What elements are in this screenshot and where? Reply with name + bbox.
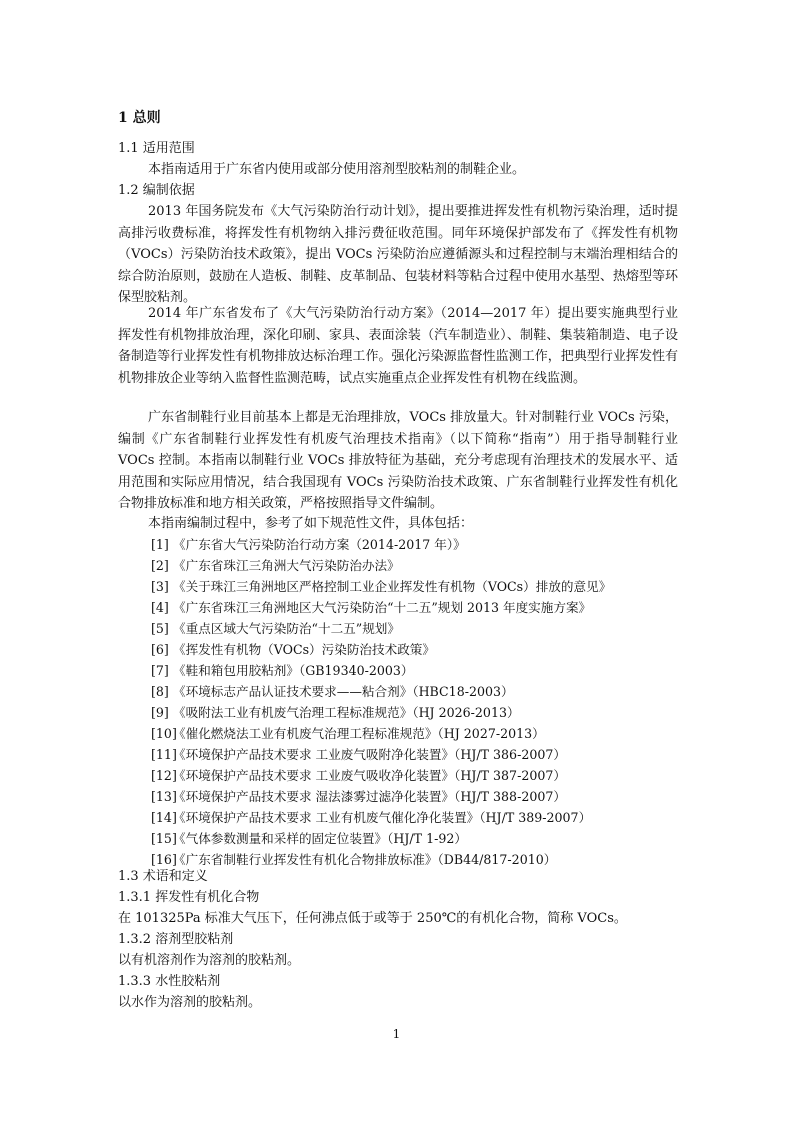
paragraph-text: 2013 年国务院发布《大气污染防治行动计划》，提出要推进挥发性有机物污染治理，适时提高排污收费标准，将挥发性有机物纳入排污费征收范围。同年环境保护部发布了《挥发性有机物（VOCs）污染防治技术政策》，提出 VOCs 污染防治应遵循源头和过程控制与末端治理相结合的综合防治原则，鼓励在人造板、制鞋、皮革制品、包装材料等粘合过程中使用水基型、热熔型等环保型胶粘剂。 — [118, 204, 678, 306]
paragraph-1 — [118, 201, 678, 309]
reference-text: 《环境标志产品认证技术要求——粘合剂》（HBC18-2003） — [173, 684, 514, 699]
term-heading: 1.3.2 溶剂型胶粘剂 — [118, 932, 234, 947]
reference-item — [151, 723, 671, 744]
reference-number: [11] — [151, 747, 177, 762]
reference-item — [151, 807, 671, 828]
reference-text: 《环境保护产品技术要求 工业废气吸收净化装置》（HJ/T 387-2007） — [173, 768, 566, 783]
reference-text: 《气体参数测量和采样的固定位装置》（HJ/T 1-92） — [173, 831, 467, 846]
reference-item — [151, 576, 671, 597]
reference-number: [10] — [151, 726, 177, 741]
paragraph-4 — [118, 513, 678, 535]
reference-text: 《广东省制鞋行业挥发性有机化合物排放标准》（DB44/817-2010） — [173, 852, 557, 867]
reference-text: 《鞋和箱包用胶粘剂》（GB19340-2003） — [173, 663, 414, 678]
section-title: 1 总则 — [118, 110, 161, 126]
paragraph-text: 广东省制鞋行业目前基本上都是无治理排放，VOCs 排放量大。针对制鞋行业 VOCs 污染，编制《广东省制鞋行业挥发性有机废气治理技术指南》（以下简称“指南”）用于指导制鞋行业 VOCs 控制。本指南以制鞋行业 VOCs 排放特征为基础，充分考虑现有治理技术的发展水平、适用范围和实际应用情况，结合我国现有 VOCs 污染防治技术政策、广东省制鞋行业挥发性有机化合物排放标准和地方相关政策，严格按照指导文件编制。 — [118, 410, 678, 512]
reference-item — [151, 639, 671, 660]
reference-number: [6] — [151, 642, 169, 657]
reference-item — [151, 702, 671, 723]
reference-number: [7] — [151, 663, 169, 678]
reference-text: 《环境保护产品技术要求 工业有机废气催化净化装置》（HJ/T 389-2007） — [173, 810, 592, 825]
reference-number: [1] — [151, 537, 169, 552]
reference-text: 《广东省大气污染防治行动方案（2014-2017 年）》 — [173, 537, 466, 552]
heading-1-3: 1.3 术语和定义 — [118, 869, 208, 884]
reference-text: 《环境保护产品技术要求 工业废气吸附净化装置》（HJ/T 386-2007） — [173, 747, 566, 762]
page-number: 1 — [392, 1027, 401, 1041]
reference-text: 《广东省珠江三角洲地区大气污染防治“十二五”规划 2013 年度实施方案》 — [173, 600, 592, 615]
reference-text: 《环境保护产品技术要求 湿法漆雾过滤净化装置》（HJ/T 388-2007） — [173, 789, 566, 804]
reference-item — [151, 828, 671, 849]
reference-text: 《挥发性有机物（VOCs）污染防治技术政策》 — [173, 642, 435, 657]
reference-item — [151, 534, 671, 555]
term-definition: 以水作为溶剂的胶粘剂。 — [118, 995, 262, 1010]
reference-number: [5] — [151, 621, 169, 636]
reference-item — [151, 849, 671, 870]
reference-number: [2] — [151, 558, 169, 573]
term-definition: 以有机溶剂作为溶剂的胶粘剂。 — [118, 953, 301, 968]
reference-number: [13] — [151, 789, 177, 804]
reference-item — [151, 786, 671, 807]
term-definition: 在 101325Pa 标准大气压下，任何沸点低于或等于 250℃的有机化合物，简称 VOCs。 — [118, 911, 627, 926]
paragraph-scope — [118, 159, 678, 181]
reference-number: [12] — [151, 768, 177, 783]
reference-text: 《关于珠江三角洲地区严格控制工业企业挥发性有机物（VOCs）排放的意见》 — [173, 579, 612, 594]
reference-text: 《广东省珠江三角洲大气污染防治办法》 — [173, 558, 400, 573]
heading-1-1: 1.1 适用范围 — [118, 141, 195, 156]
reference-list — [151, 534, 671, 870]
scope-text: 本指南适用于广东省内使用或部分使用溶剂型胶粘剂的制鞋企业。 — [148, 162, 526, 177]
reference-number: [3] — [151, 579, 169, 594]
reference-number: [9] — [151, 705, 169, 720]
reference-item — [151, 744, 671, 765]
term-heading: 1.3.3 水性胶粘剂 — [118, 974, 221, 989]
heading-1-2: 1.2 编制依据 — [118, 183, 195, 198]
paragraph-3 — [118, 407, 678, 515]
reference-item — [151, 618, 671, 639]
term-heading: 1.3.1 挥发性有机化合物 — [118, 890, 260, 905]
reference-number: [16] — [151, 852, 177, 867]
reference-text: 《重点区域大气污染防治“十二五”规划》 — [173, 621, 400, 636]
reference-number: [8] — [151, 684, 169, 699]
reference-item — [151, 597, 671, 618]
reference-text: 《催化燃烧法工业有机废气治理工程标准规范》（HJ 2027-2013） — [173, 726, 545, 741]
reference-text: 《吸附法工业有机废气治理工程标准规范》（HJ 2026-2013） — [173, 705, 520, 720]
reference-item — [151, 681, 671, 702]
paragraph-text: 本指南编制过程中，参考了如下规范性文件，具体包括： — [148, 516, 474, 531]
reference-item — [151, 660, 671, 681]
paragraph-2 — [118, 303, 678, 389]
reference-number: [14] — [151, 810, 177, 825]
reference-number: [4] — [151, 600, 169, 615]
paragraph-text: 2014 年广东省发布了《大气污染防治行动方案》（2014—2017 年）提出要实施典型行业挥发性有机物排放治理，深化印刷、家具、表面涂装（汽车制造业）、制鞋、集装箱制造、电子设备制造等行业挥发性有机物排放达标治理工作。强化污染源监督性监测工作，把典型行业挥发性有机物排放企业等纳入监督性监测范畴，试点实施重点企业挥发性有机物在线监测。 — [118, 306, 678, 386]
reference-item — [151, 765, 671, 786]
reference-number: [15] — [151, 831, 177, 846]
reference-item — [151, 555, 671, 576]
